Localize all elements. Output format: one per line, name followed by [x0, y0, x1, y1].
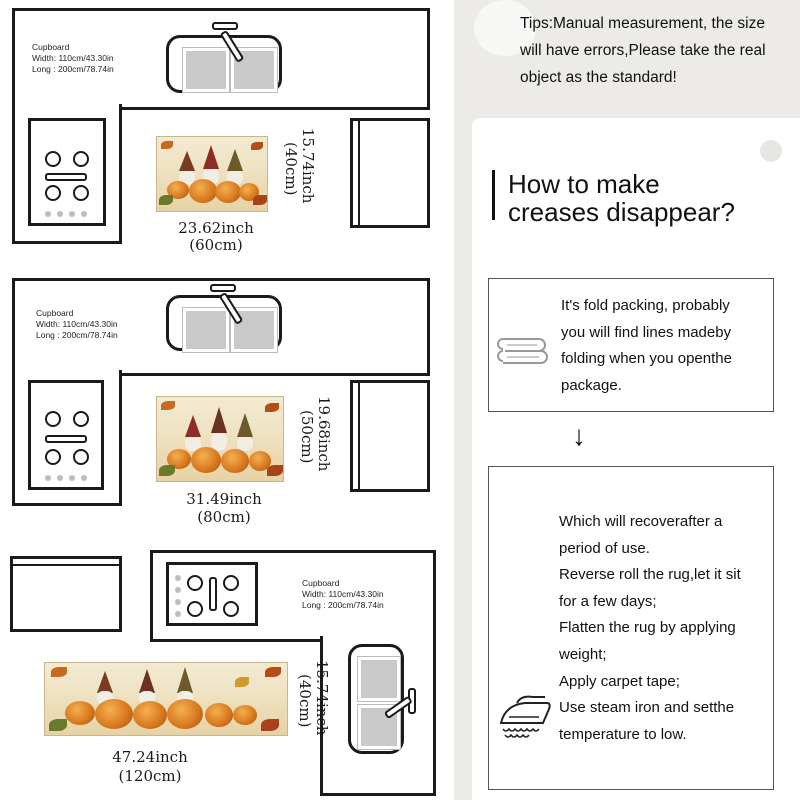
- burner-icon: [73, 185, 89, 201]
- height-inch: 19.68inch: [315, 396, 333, 472]
- height-inch: 15.74inch: [299, 128, 317, 204]
- stove-knob: [81, 211, 87, 217]
- cupboard-label: [302, 578, 384, 611]
- fold-info-line: package.: [561, 376, 622, 394]
- cabinet: [350, 118, 430, 228]
- burner-icon: [45, 411, 61, 427]
- width-inch: 31.49inch: [186, 490, 262, 508]
- heading-bar: [492, 170, 495, 220]
- faucet-base: [210, 284, 236, 292]
- solutions-text: [559, 509, 773, 748]
- burner-icon: [223, 601, 239, 617]
- cupboard-long: Long : 200cm/78.74in: [36, 330, 118, 340]
- cabinet: [10, 556, 122, 632]
- width-dimension-label: [160, 220, 272, 254]
- solution-line: Apply carpet tape;: [559, 672, 680, 690]
- fold-info-line: It's fold packing, probably: [561, 297, 730, 314]
- width-cm: (80cm): [197, 508, 251, 526]
- sink-basin: [183, 308, 229, 352]
- down-arrow-icon: ↓: [572, 420, 586, 451]
- burner-icon: [187, 601, 203, 617]
- burner-icon: [223, 575, 239, 591]
- solution-line: Reverse roll the rug,let it sit: [559, 566, 741, 584]
- tips-text: [520, 10, 800, 91]
- hole-icon: [760, 140, 782, 162]
- stove-knob: [57, 475, 63, 481]
- height-dimension-label: [276, 128, 334, 218]
- cabinet-line: [358, 121, 360, 225]
- height-cm: (40cm): [282, 142, 300, 196]
- heading-line: How to make: [508, 169, 660, 199]
- cupboard-width: Width: 110cm/43.30in: [32, 53, 114, 63]
- cupboard-title: Cupboard: [36, 308, 74, 318]
- stove-knob: [81, 475, 87, 481]
- stove-bar: [45, 435, 87, 443]
- stove: [28, 118, 106, 226]
- cabinet-line: [13, 564, 119, 566]
- solution-line: weight;: [559, 645, 607, 663]
- width-inch: 23.62inch: [178, 219, 254, 237]
- solution-line: Which will recoverafter a: [559, 513, 723, 530]
- solution-line: Flatten the rug by applying: [559, 619, 736, 637]
- burner-icon: [187, 575, 203, 591]
- height-dimension-label: [292, 396, 338, 486]
- fold-info-box: [488, 278, 774, 412]
- stove-knob: [45, 211, 51, 217]
- creases-card: [472, 118, 800, 800]
- solution-line: Use steam iron and setthe: [559, 699, 735, 717]
- solution-line: period of use.: [559, 539, 650, 557]
- cupboard-long: Long : 200cm/78.74in: [32, 64, 114, 74]
- heading-line: creases disappear?: [508, 197, 735, 227]
- burner-icon: [45, 185, 61, 201]
- cabinet-line: [358, 383, 360, 489]
- cupboard-title: Cupboard: [32, 42, 70, 52]
- rug-image: [156, 396, 284, 482]
- faucet-base: [212, 22, 238, 30]
- burner-icon: [73, 411, 89, 427]
- burner-icon: [45, 151, 61, 167]
- tips-panel: [454, 0, 800, 800]
- sink: [348, 644, 404, 754]
- sink-basin: [183, 48, 229, 92]
- folded-towel-icon: [497, 331, 549, 373]
- stove: [166, 562, 258, 626]
- cupboard-label: [36, 308, 118, 341]
- cupboard-width: Width: 110cm/43.30in: [36, 319, 118, 329]
- width-dimension-label: [70, 748, 230, 786]
- cupboard-label: [32, 42, 114, 75]
- stove-knob: [175, 599, 181, 605]
- stove-knob: [69, 475, 75, 481]
- width-cm: (60cm): [189, 236, 243, 254]
- cabinet: [350, 380, 430, 492]
- stove-knob: [69, 211, 75, 217]
- cupboard-width: Width: 110cm/43.30in: [302, 589, 384, 599]
- burner-icon: [45, 449, 61, 465]
- stove-knob: [175, 575, 181, 581]
- height-cm: (40cm): [296, 674, 314, 728]
- width-cm: (120cm): [118, 767, 182, 785]
- sink-basin: [358, 657, 400, 701]
- rug-image: [44, 662, 288, 736]
- stove-knob: [175, 587, 181, 593]
- stove-knob: [45, 475, 51, 481]
- stove-knob: [57, 211, 63, 217]
- width-dimension-label: [160, 490, 288, 526]
- stove: [28, 380, 104, 490]
- steam-iron-icon: [495, 693, 555, 743]
- stove-knob: [175, 611, 181, 617]
- cupboard-long: Long : 200cm/78.74in: [302, 600, 384, 610]
- height-dimension-label: [290, 660, 330, 746]
- sink: [166, 35, 282, 93]
- width-inch: 47.24inch: [112, 748, 188, 766]
- burner-icon: [73, 151, 89, 167]
- burner-icon: [73, 449, 89, 465]
- rug-image: [156, 136, 268, 212]
- tips-line: will have errors,Please take the real: [520, 42, 766, 59]
- fold-info-text: [561, 293, 771, 399]
- tips-line: Tips:Manual measurement, the size: [520, 15, 765, 32]
- creases-heading: [508, 170, 735, 226]
- stove-bar: [209, 577, 217, 611]
- cupboard-title: Cupboard: [302, 578, 340, 588]
- solution-line: for a few days;: [559, 592, 657, 610]
- fold-info-line: you will find lines madeby: [561, 323, 732, 341]
- height-inch: 15.74inch: [313, 660, 331, 736]
- stove-bar: [45, 173, 87, 181]
- fold-info-line: folding when you openthe: [561, 350, 732, 367]
- height-cm: (50cm): [298, 410, 316, 464]
- tips-line: object as the standard!: [520, 69, 677, 86]
- solutions-box: [488, 466, 774, 790]
- solution-line: temperature to low.: [559, 725, 687, 743]
